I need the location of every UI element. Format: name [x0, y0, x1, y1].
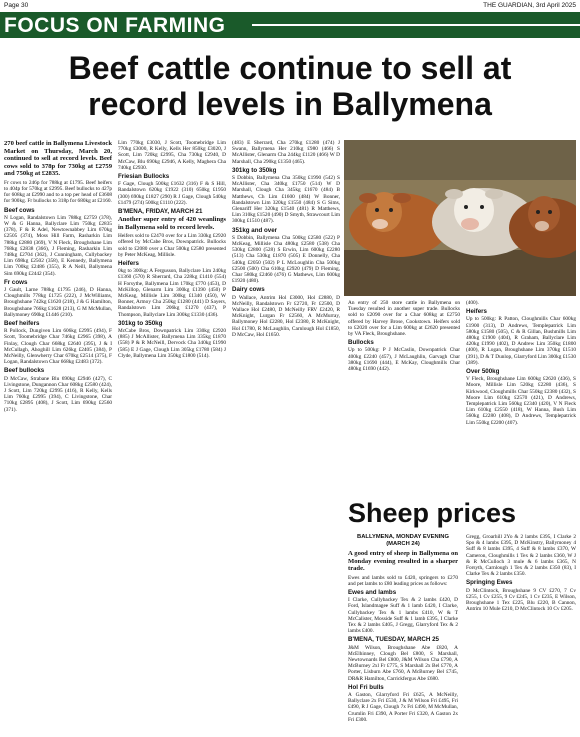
paragraph: Up to 500kg: P J McCaslin, Downpatrick Char 400kg £2240 (457), J McLaughlin, Garvagh Char 380kg £1690 (444), E McKay, Cloughmills Char 480kg £1690 (442). — [348, 347, 460, 373]
subheading: B'MENA, FRIDAY, MARCH 21 — [118, 208, 203, 216]
paragraph: Heifers sold to £2470 over for a Lim 330kg £2920 offered by McCabe Bros, Downpatrick. Bullocks sold to £2080 over a Char 500kg £2580 presented by Peter McKeag, Millisle. — [118, 233, 226, 258]
paragraph: I Clarke, Cullybackey Tex & 2 lambs £420, D Ford, Islandmagee Suff & 1 lamb £420, I Clarke, Cullybackey Tex & 1 lambs £410, W & T McCalister, Mosside Suff & 1 lamb £395, I Clarke Tex & 2 lambs £405, J Gregg, Glarryford Tex & 2 lambs £400. — [348, 597, 458, 635]
page-number: Page 30 — [4, 2, 29, 9]
subheading: B'MENA, TUESDAY, MARCH 25 — [348, 636, 439, 644]
paragraph: A Gaston, Glarryford Fri £625, A McNeilly, Ballyclare 2x Fri £530, J & M Wilson Fri £495, Fri £490, R J Gage, Clough 7x Fri £490, M McMullan, Crumlin Fri £390, A Porter Fri £320, A Gaston 2x Fri £300. — [348, 692, 458, 723]
paragraph: J&M Wilson, Broughshane Abe £820, A McElhinney, Clough Bel £800, S Marshall, Newtownards Bel £800, J&M Wilson Cha £790, A McBurney 2xl Fr £775, S Marshall 2x Bel £770, A Porter, Lisburn Abe £760, A McBurney Bel £745, DR&R Hamilton, Carrickfergus Abe £680. — [348, 644, 458, 682]
paragraph: D Wallace, Antrim Hol £3000, Hol £2880, D McNeilly, Randalstown Fr £2720, Fr £2500, D Wallace Hol £2480, D McNeilly FRV £2420, R McKnight, Lurgan Fr £2560, A McMurray, Ballymoney Hol £2280, Hol £2380, R McKnight, Hol £1780, R McLaughlin, Carnlough Hol £1850, D McCaw, Hol £1650. — [232, 294, 340, 338]
paragraph: Ewes and lambs sold to £420, springers to £270 and pet lambs to £80 leading prices as follows: — [348, 574, 458, 587]
article-column-1 — [4, 140, 112, 734]
publication-dateline: THE GUARDIAN, 3rd April 2025 — [483, 2, 576, 9]
subheading: Dairy cows — [232, 286, 265, 294]
paragraph: 0kg to 300kg: A Fergusson, Ballyclare Lim 240kg £1360 (570) R Sherrard, Cha 228kg £1410 (554) H Forsythe, Ballymena Lim 170kg £770 (453), D McKillop, Glenarm Lim 300kg £1390 (450) P McKeag, Millisle Lim 300kg £1340 (450), W Bonner, Armoy Cha 250kg £1280 (441) D Sayers, Randalstown Lim 206kg £1270 (437), P Thompson, Ballyclare Lim 300kg £1330 (436). — [118, 268, 226, 318]
subheading: 301kg to 350kg — [118, 319, 163, 327]
subheading: Beef heifers — [4, 320, 40, 328]
subheading: Fr cows — [4, 278, 28, 286]
subheading: 351kg and over — [232, 226, 278, 234]
subheading: Over 500kg — [466, 368, 500, 376]
subheading: Friesian Bullocks — [118, 173, 170, 181]
subheading: Springing Ewes — [466, 579, 513, 587]
subheading: Beef bullocks — [4, 367, 45, 375]
article-column-5 — [466, 300, 576, 496]
subheading: 301kg to 350kg — [232, 166, 277, 174]
subheading: Heifers — [466, 308, 487, 316]
paragraph: D McCaw, Strabane Blu 690kg £2946 (427), C Livingstone, Dungannon Char 608kg £2580 (424), J Scott, Lim 720kg £2995 (416), R Kelly, Kells Lim 760kg £2995 (394), C Livingstone, Char 710kg £2895 (408), J Scott, Lim 690kg £2560 (371). — [4, 375, 112, 413]
paragraph: R Pollock, Dungiven Lim 606kg £2995 (494), F Scott, Toomebridge Char 746kg £2965 (398), A Finlay, Clough Char 668kg £2640 (395), J & I McCullagh, Ahoghill Lim 626kg £2405 (384), P McNeilly, Glenwherry Char 670kg £2514 (375), F Logan, Randalstown Char 668kg £2483 (372). — [4, 328, 112, 366]
paragraph: Fr cows to 246p for 788kg at £1795. Beef heifers to 404p for 570kg at £2995. Beef bullocks to 427p for 608kg at £2990 and to a top per head of £3608 for 900kg. Fr bullocks to 318p for 680kg at £2160. — [4, 179, 112, 205]
sheep-sale-date: BALLYMENA, MONDAY EVENING (MARCH 24) — [357, 534, 449, 547]
paragraph-lead: Another super entry of 420 weanlings in Ballymena sold to record levels. — [118, 216, 226, 231]
paragraph: McCabe Bros, Downpatrick Lim 330kg £2920 (885) J McAllister, Ballymena Lim 335kg £1870 (558) P & R McNeill, Dervock Cha 340kg £1990 (585) E J Gage, Clough Lim 305kg £1780 (584) J Clyde, Ballymena Lim 350kg £1800 (514). — [118, 328, 226, 359]
sheep-lead: A good entry of sheep in Ballymena on Monday evening resulted in a sharper trade. — [348, 550, 458, 573]
paragraph: Up to 500kg: R Patton, Cloughmills Char 600kg £1900 (313), D Andrews, Templepatrick Lim 580kg £1580 (505), C & R Gillan, Bushmills Lim 480kg £1900 (404), R Graham, Ballyclare Lim 420kg £1990 (402), D Andrew Lim 350kg £1800 (400), R Logan, Broughshane Lim 370kg £1510 (391), D & T Dunlop, Glarryford Lim 300kg £1530 (389). — [466, 316, 576, 366]
sheep-prices-heading: Sheep prices — [348, 498, 517, 528]
photo-caption-column — [348, 300, 460, 496]
paragraph: Gregg, Groarhill 2Yo & 2 lambs £395, I Clarke 2 Spo & 4 lambs £395, D McKinstry, Ballymoney 4 Suff & 8 lambs £395, 4 Suff & 8 lambs £370, W Cameron, Cloughmills 1 Tex & 2 lambs £360, W J & R McCulloch 3 mule & 6 lambs £365, N Forsyth, Carnlough 1 Tex & 2 lambs £350 (83), I Clarke Tex & 2 lambs £350. — [466, 534, 576, 578]
article-column-2 — [118, 140, 226, 734]
paragraph: S Dobbin, Ballymena Cha 500kg £2580 (522) P McKeag, Millisle Cha 480kg £2580 (538) Cha 530kg £2800 (528) S Erwin, Lim 600kg £2280 (513) Cha 530kg £1870 (505) E Donnelly, Cha 540kg £2050 (502) P L McLoughlin Cha 500kg £2500 (500) Cha 610kg £2920 (479) D Fleming, Char 580kg £2460 (476) G Mathews, Lim 600kg £1920 (480). — [232, 234, 340, 285]
sheep-column-1 — [348, 550, 458, 734]
subheading: Hol Fri bulls — [348, 683, 384, 691]
paragraph: (400). — [466, 300, 479, 306]
paragraph: Lim 770kg £3030, J Scott, Toomebridge Lim 770kg £3000, R Kelly, Kells Her 850kg £3020, J Scott, Lim 720kg £2995, Cha 730kg £2940, D McCaw, Blu 690kg £2946, A Kelly, Maghera Cha 740kg £2930. — [118, 140, 226, 171]
section-banner — [0, 12, 580, 38]
subheading: Bullocks — [348, 339, 374, 347]
sheep-column-2 — [466, 534, 576, 734]
photo-caption: An entry of 250 store cattle in Ballymena on Tuesday resulted in another super trade. Bullocks sold to £2090 over for a Char 608kg at £2750 offered by Harvey Brose, Cookstown. Heifers sold to £2020 over for a Lim 600kg at £2620 presented by VA Fleck, Broughshane. — [348, 300, 460, 338]
cattle-illustration — [344, 140, 576, 296]
headline-line-2: record levels in Ballymena — [88, 86, 492, 122]
banner-rule — [252, 24, 580, 26]
cattle-photo — [344, 140, 576, 296]
subheading: Beef cows — [4, 206, 35, 214]
paragraph: F Gage, Clough 500kg £1632 (316) F & S Hill, Randalstown 620kg £1922 (310) 650kg £1950 (300) 690kg £1827 (290) R J Gage, Clough 540kg £1479 (274) 500kg £1110 (222). — [118, 181, 226, 206]
subheading: Heifers — [118, 260, 139, 268]
section-heading: FOCUS ON FARMING — [4, 14, 226, 37]
article-lead: 270 beef cattle in Ballymena Livestock Market on Thursday, March 20, continued to sell at record levels. Beef cows sold to 378p for 730kg at £2759 and 750kg at £2835. — [4, 140, 112, 178]
page-folio — [0, 0, 580, 12]
paragraph: D McClintock, Broughshane 9 CV £270, 7 Cv £255, 1 Cv £255, 9 Cv £245, 1 Cv £235, E Wilson, Broughshane 1 Tex £225, Blu £220, B Cannon, Antrim 10 Mule £210, D McClintock 10 Cv £205. — [466, 587, 576, 613]
article-column-3 — [232, 140, 340, 734]
paragraph: S Dobbin, Ballymena Cha 350kg £1990 (542) S McAllister, Cha 340kg £1750 (514) W D Marshall, Clough Cha 345kg £1670 (484) B Matthews, Ch Lim £1600 (484) W Bonner, Randalstown Lim 320kg £1550 (484) S G Sims, Glenariff Her 320kg £1540 (481) R Matthews, Lim 310kg £1520 (490) D Smyth, Strawcourt Lim 300kg £1510 (487). — [232, 175, 340, 225]
paragraph: J Gault, Larne 788kg £1795 (246), D Hanna, Cloughmills 778kg £1725 (222), J McWilliams, Broughshane 742kg £1620 (218), J & G Hamilton, Broughshane 766kg £1628 (213), G M McMullan, Ballymoney 690kg £1446 (210). — [4, 287, 112, 318]
paragraph: V Fleck, Broughshane Lim 600kg £2620 (436), S Moore, Millisle Lim 520kg £2280 (436), S Kirkwood, Cloughmills Char 550kg £2380 (432), S Moore Lim 610kg £2570 (421), D Andrews, Templepatrick Lim 560kg £2340 (420), V N Fleck Lim 610kg £2550 (418), W Hanna, Bush Lim 560kg £2280 (408), D Andrews, Templepatrick Lim 550kg £2200 (407). — [466, 376, 576, 426]
main-headline — [0, 50, 580, 122]
headline-line-1: Beef cattle continue to sell at — [68, 50, 512, 86]
subheading: Ewes and lambs — [348, 588, 397, 596]
paragraph: (483) E Sherrard, Cha 270kg £1280 (474) J Swann, Ballymena Her 210kg £980 (466) S McAllister, Glenarm Cha 244kg £1120 (466) W D Marshall, Cha 290kg £1350 (465). — [232, 140, 340, 165]
paragraph: N Logan, Randalstown Lim 788kg £2759 (378), W & G Hanna, Ballyclare Lim 750kg £2835 (378), F & R Adel, Newtownabbey Lim 670kg £2505 (374), Moss Hill Farm, Rasharkin Lim 788kg £2880 (369), V N Fleck, Broughshane Lim 768kg £2838 (366), J Fleming, Rasharkin Lim 748kg £2704 (362), J Cunningham, Cullybackey Lim 698kg £2502 (358), E Kennedy, Ballymena Lim 700kg £2486 (355), R A Neill, Ballymena Sim 690kg £2442 (354). — [4, 214, 112, 277]
